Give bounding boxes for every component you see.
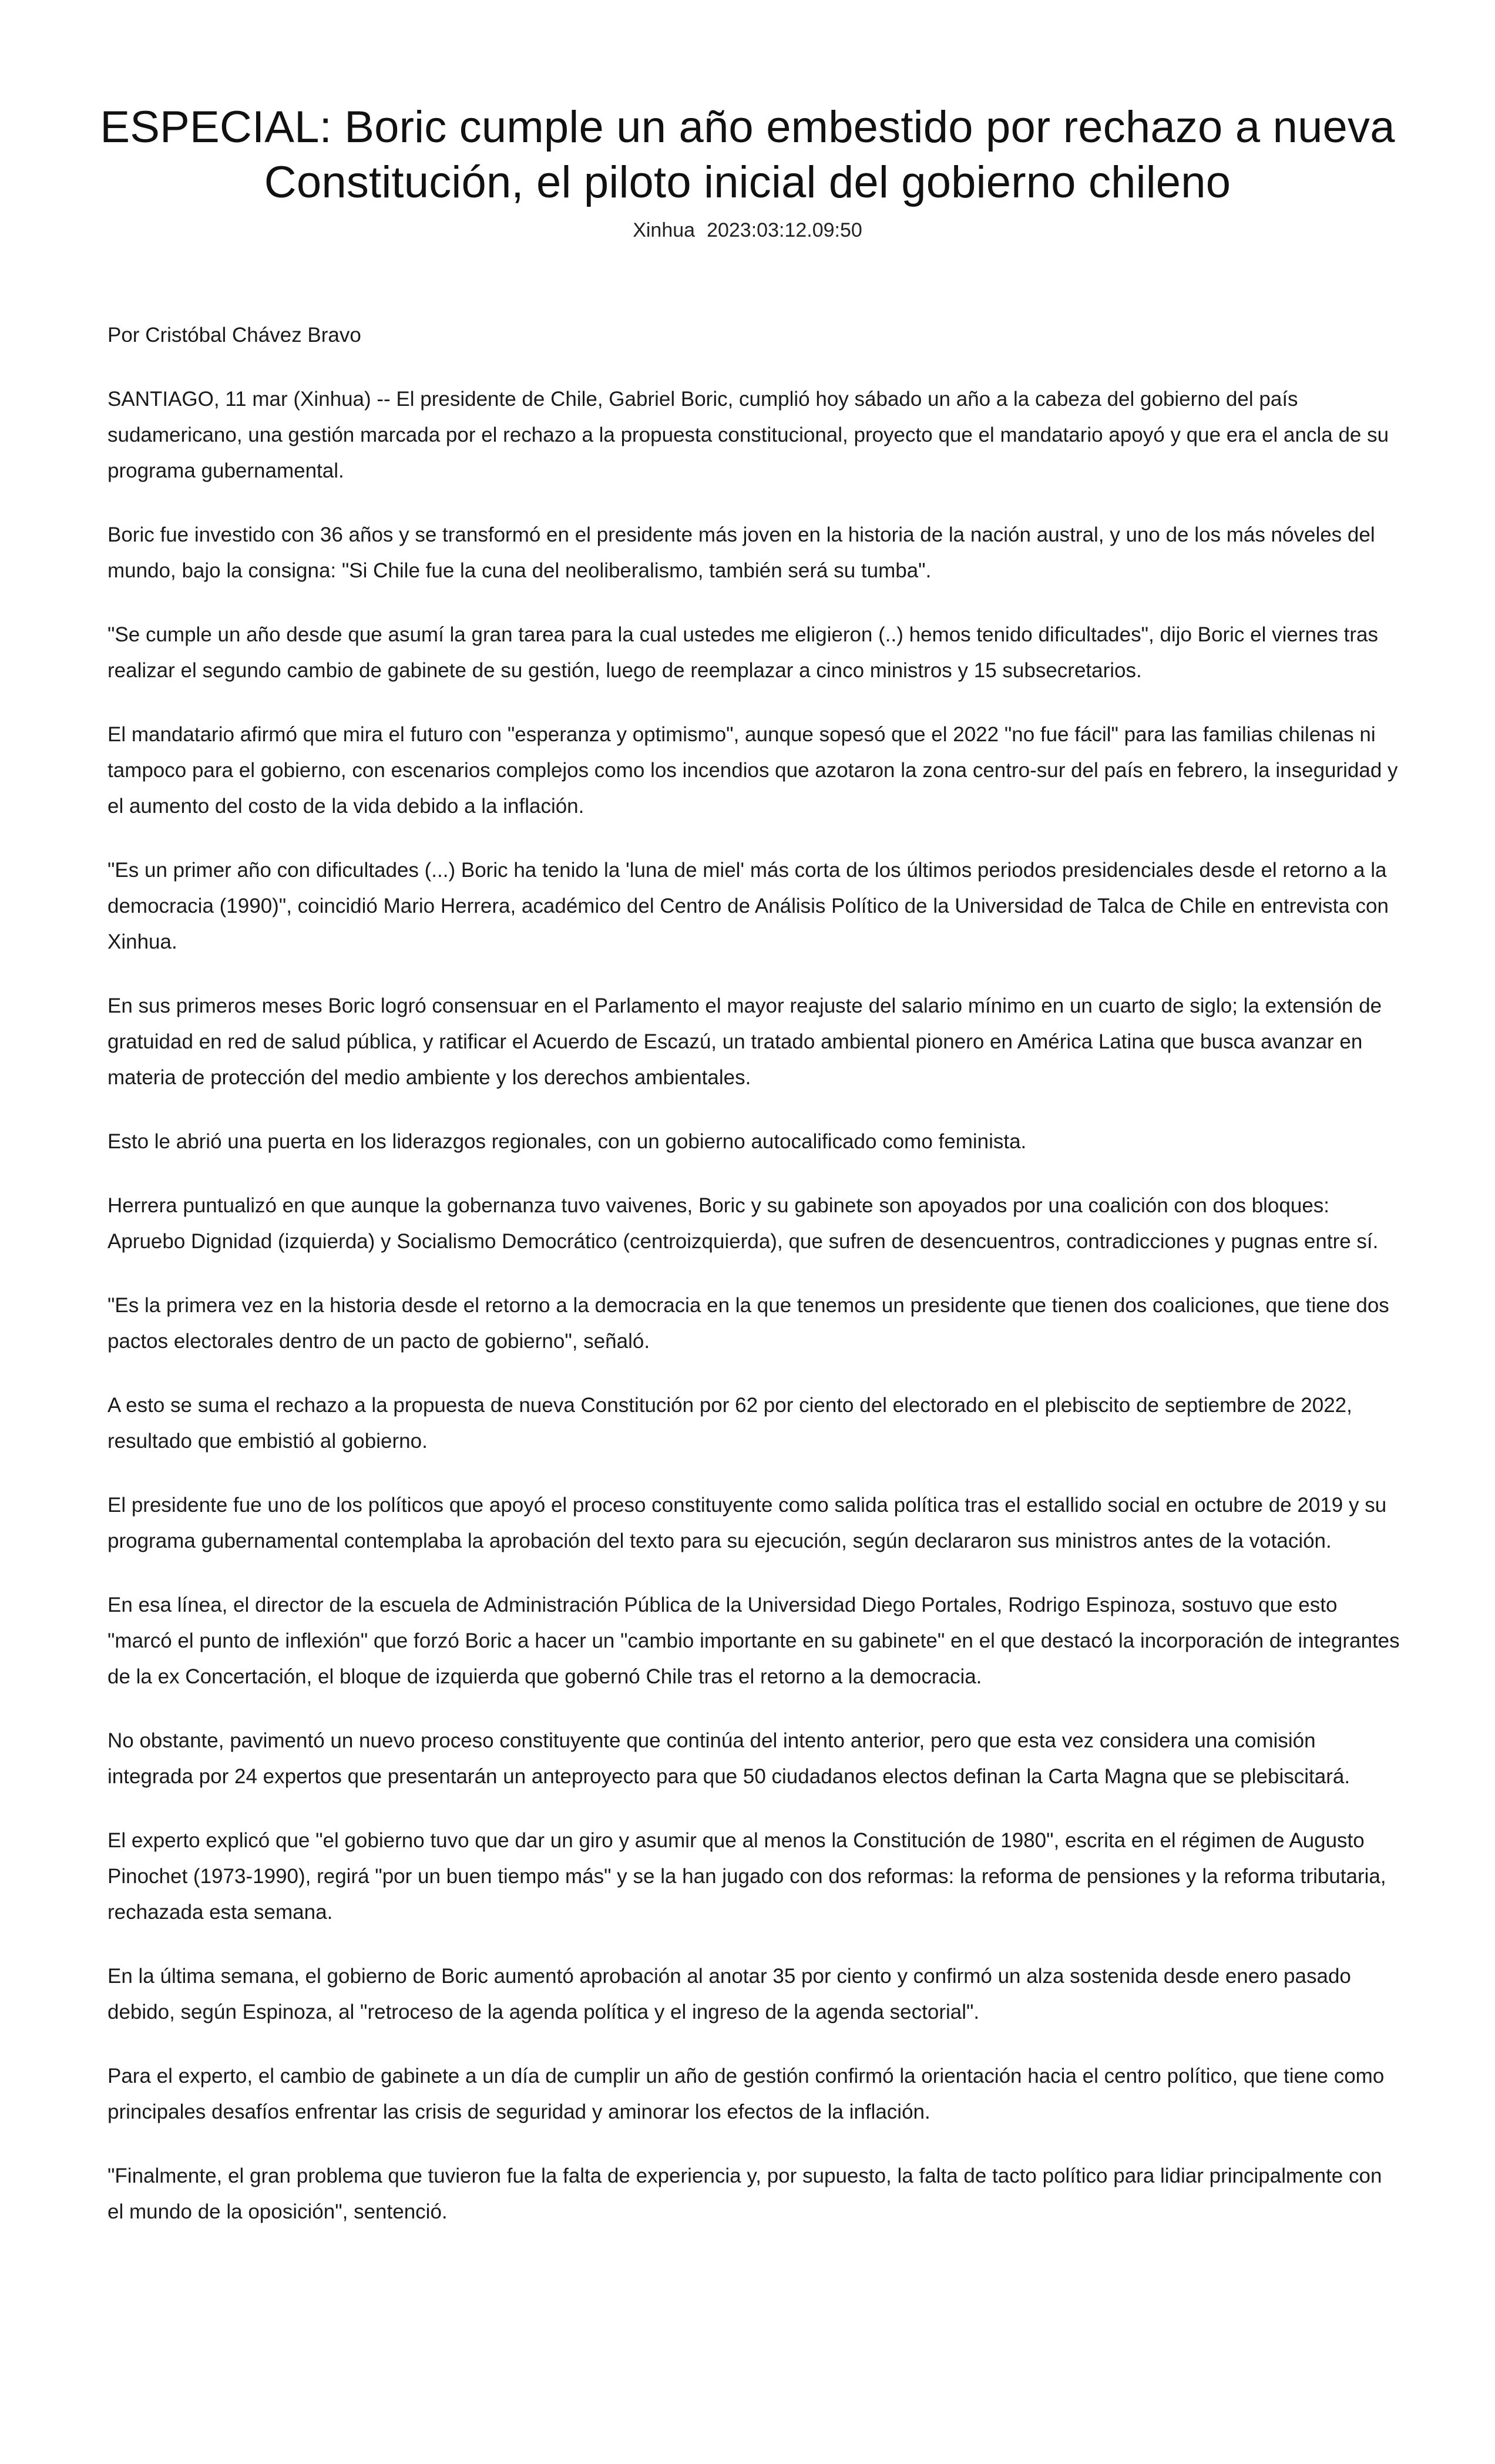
- article-paragraph: SANTIAGO, 11 mar (Xinhua) -- El presidente de Chile, Gabriel Boric, cumplió hoy sábado un año a la cabeza del gobierno del país sudamericano, una gestión marcada por el rechazo a la propuesta constitucional, proyecto que el mandatario apoyó y que era el ancla de su programa gubernamental.: [107, 388, 1389, 482]
- article-paragraph: En sus primeros meses Boric logró consensuar en el Parlamento el mayor reajuste del salario mínimo en un cuarto de siglo; la extensión de gratuidad en red de salud pública, y ratificar el Acuerdo de Escazú, un tratado ambiental pionero en América Latina que busca avanzar en materia de protección del medio ambiente y los derechos ambientales.: [107, 994, 1382, 1089]
- article-paragraph: "Es un primer año con dificultades (...) Boric ha tenido la 'luna de miel' más corta de los últimos periodos presidenciales desde el retorno a la democracia (1990)", coincidió Mario Herrera, académico del Centro de Análisis Político de la Universidad de Talca de Chile en entrevista con Xinhua.: [107, 859, 1389, 953]
- article-paragraph: "Se cumple un año desde que asumí la gran tarea para la cual ustedes me eligieron (..) hemos tenido dificultades", dijo Boric el viernes tras realizar el segundo cambio de gabinete de su gestión, luego de reemplazar a cinco ministros y 15 subsecretarios.: [107, 623, 1378, 682]
- article-paragraph: A esto se suma el rechazo a la propuesta de nueva Constitución por 62 por ciento del electorado en el plebiscito de septiembre de 2022, resultado que embistió al gobierno.: [107, 1394, 1352, 1453]
- article-paragraph: Para el experto, el cambio de gabinete a un día de cumplir un año de gestión confirmó la orientación hacia el centro político, que tiene como principales desafíos enfrentar las crisis de seguridad y aminorar los efectos de la inflación.: [107, 2065, 1385, 2123]
- article-body: [107, 317, 1400, 2258]
- article-timestamp: 2023:03:12.09:50: [707, 219, 862, 241]
- article-paragraph: Esto le abrió una puerta en los liderazgos regionales, con un gobierno autocalificado como feminista.: [107, 1130, 1027, 1153]
- article-paragraph: El experto explicó que "el gobierno tuvo que dar un giro y asumir que al menos la Constitución de 1980", escrita en el régimen de Augusto Pinochet (1973-1990), regirá "por un buen tiempo más" y se la han jugado con dos reformas: la reforma de pensiones y la reforma tributaria, rechazada esta semana.: [107, 1829, 1386, 1924]
- article-title-line-1: ESPECIAL: Boric cumple un año embestido por rechazo a nueva: [100, 102, 1395, 152]
- article-paragraph: En la última semana, el gobierno de Boric aumentó aprobación al anotar 35 por ciento y confirmó un alza sostenida desde enero pasado debido, según Espinoza, al "retroceso de la agenda política y el ingreso de la agenda sectorial".: [107, 1965, 1351, 2023]
- article-paragraph: Herrera puntualizó en que aunque la gobernanza tuvo vaivenes, Boric y su gabinete son apoyados por una coalición con dos bloques: Apruebo Dignidad (izquierda) y Socialismo Democrático (centroizquierda), que sufren de desencuentros, contradicciones y pugnas entre sí.: [107, 1194, 1379, 1253]
- article-paragraph: En esa línea, el director de la escuela de Administración Pública de la Universidad Diego Portales, Rodrigo Espinoza, sostuvo que esto "marcó el punto de inflexión" que forzó Boric a hacer un "cambio importante en su gabinete" en el que destacó la incorporación de integrantes de la ex Concertación, el bloque de izquierda que gobernó Chile tras el retorno a la democracia.: [107, 1594, 1400, 1688]
- article-paragraph: "Es la primera vez en la historia desde el retorno a la democracia en la que tenemos un presidente que tienen dos coaliciones, que tiene dos pactos electorales dentro de un pacto de gobierno", señaló.: [107, 1294, 1389, 1353]
- article-title: [88, 100, 1407, 210]
- article-paragraph: Boric fue investido con 36 años y se transformó en el presidente más joven en la historia de la nación austral, y uno de los más nóveles del mundo, bajo la consigna: "Si Chile fue la cuna del neoliberalismo, también será su tumba".: [107, 523, 1375, 582]
- article-header: [88, 100, 1407, 243]
- article-source: Xinhua: [633, 219, 696, 241]
- article-paragraph: El presidente fue uno de los políticos que apoyó el proceso constituyente como salida política tras el estallido social en octubre de 2019 y su programa gubernamental contemplaba la aprobación del texto para su ejecución, según declararon sus ministros antes de la votación.: [107, 1494, 1387, 1552]
- article-byline: Por Cristóbal Chávez Bravo: [107, 324, 361, 347]
- article-meta: [88, 217, 1407, 243]
- article-paragraph: No obstante, pavimentó un nuevo proceso constituyente que continúa del intento anterior, pero que esta vez considera una comisión integrada por 24 expertos que presentarán un anteproyecto para que 50 ciudadanos electos definan la Carta Magna que se plebiscitará.: [107, 1729, 1350, 1788]
- article-paragraph: El mandatario afirmó que mira el futuro con "esperanza y optimismo", aunque sopesó que el 2022 "no fue fácil" para las familias chilenas ni tampoco para el gobierno, con escenarios complejos como los incendios que azotaron la zona centro-sur del país en febrero, la inseguridad y el aumento del costo de la vida debido a la inflación.: [107, 723, 1398, 818]
- article-paragraph: "Finalmente, el gran problema que tuvieron fue la falta de experiencia y, por supuesto, la falta de tacto político para lidiar principalmente con el mundo de la oposición", sentenció.: [107, 2164, 1382, 2223]
- article-title-line-2: Constitución, el piloto inicial del gobierno chileno: [264, 157, 1231, 207]
